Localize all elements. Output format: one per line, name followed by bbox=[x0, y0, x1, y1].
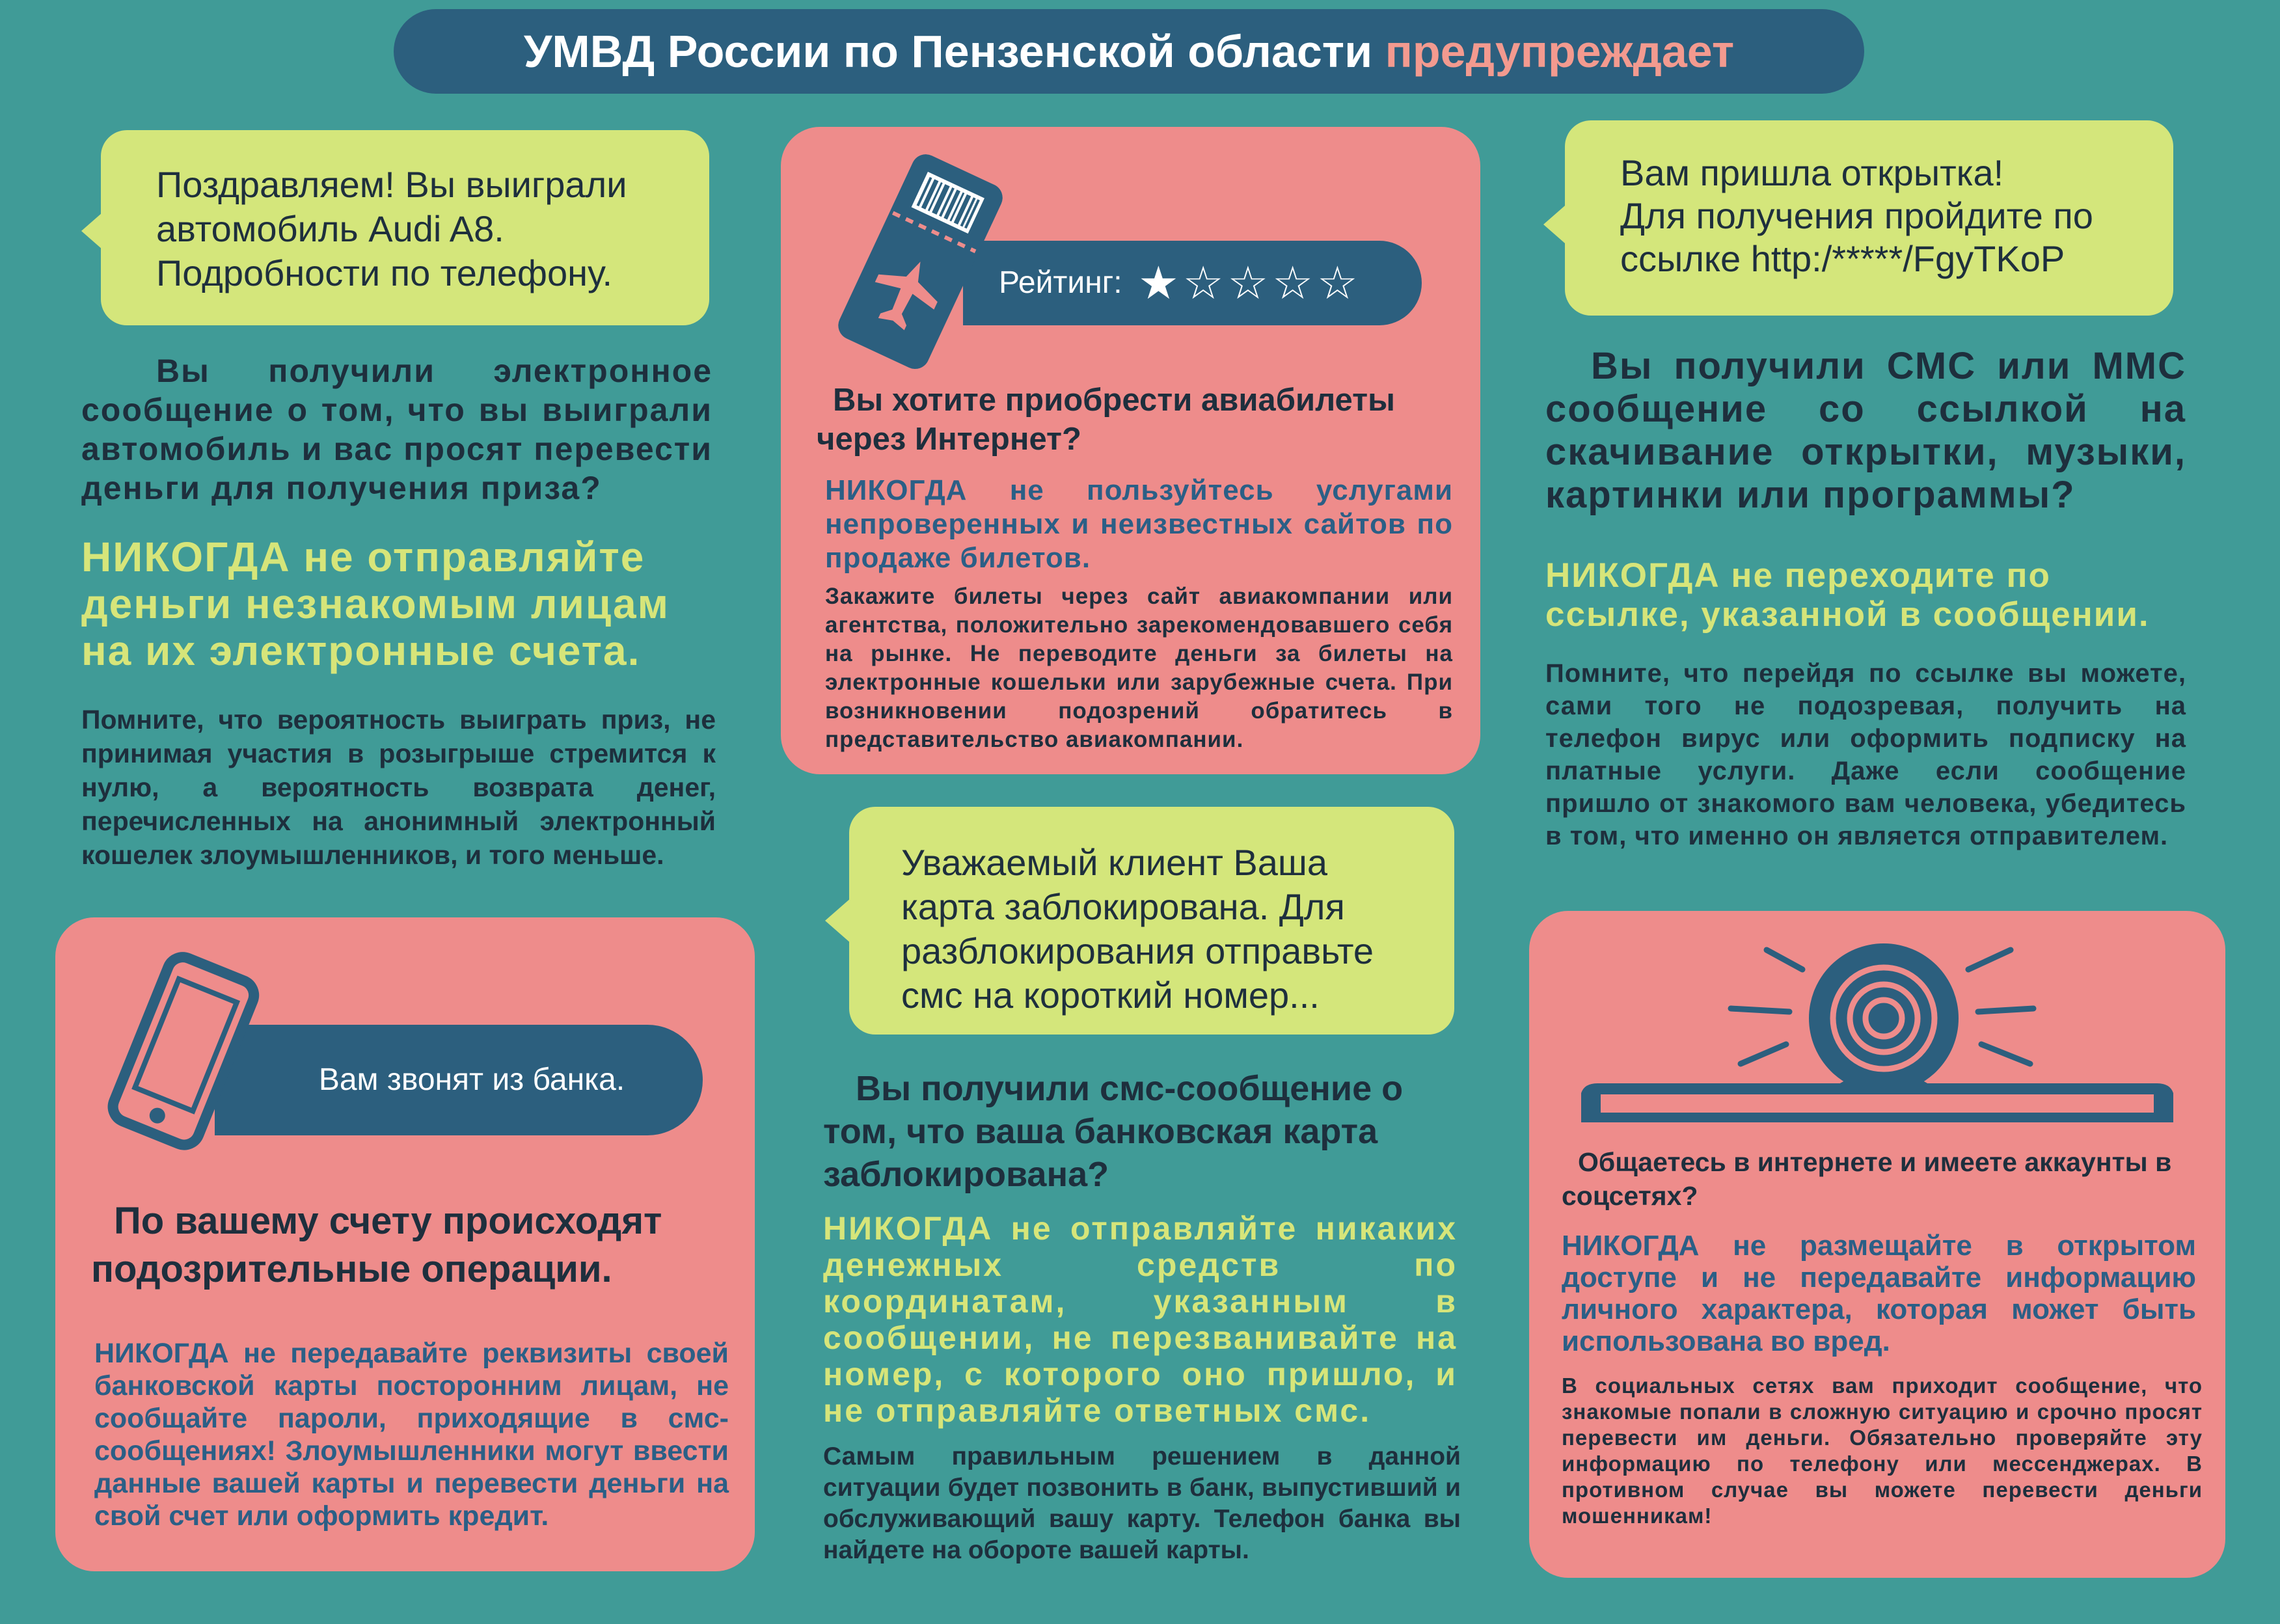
lottery-warning: НИКОГДА не отправляйте деньги незнакомым лицам на их электронные счета. bbox=[81, 534, 670, 674]
lottery-question: Вы получили электронное сообщение о том, что вы выиграли автомобиль и вас просят перевести деньги для получения приза? bbox=[81, 353, 712, 506]
tickets-question: Вы хотите приобрести авиабилеты через Интернет? bbox=[817, 383, 1396, 457]
bubble-line: Поздравляем! Вы выиграли bbox=[156, 164, 627, 205]
call-label: Вам звонят из банка. bbox=[318, 1062, 625, 1097]
card-blocked-note: Самым правильным решением в данной ситуации будет позвонить в банк, выпустивший и обслуживающий вашу карту. Телефон банка вы найдете на обороте вашей карты. bbox=[823, 1442, 1461, 1564]
header-bar bbox=[394, 9, 1864, 94]
bubble-line: Для получения пройдите по bbox=[1620, 195, 2093, 236]
bubble-line: карта заблокирована. Для bbox=[901, 886, 1345, 927]
tickets-note: Закажите билеты через сайт авиакомпании или агентства, положительно зарекомендовавшего себя на рынке. Не переводите деньги за билеты на электронные кошельки или зарубежные счета. При возникновении подозрений обратитесь в представительство авиакомпании. bbox=[825, 584, 1453, 752]
social-question: Общаетесь в интернете и имеете аккаунты в соцсетях? bbox=[1562, 1147, 2172, 1211]
bubble-tail bbox=[1543, 202, 1569, 247]
bubble-tail bbox=[825, 898, 851, 943]
social-warning: НИКОГДА не размещайте в открытом доступе и не передавайте информацию личного характера, которая может быть использована во вред. bbox=[1562, 1230, 2196, 1357]
lottery-message-bubble bbox=[101, 130, 709, 325]
postcard-note: Помните, что перейдя по ссылке вы можете, сами того не подозревая, получить на телефон вирус или оформить подписку на платные услуги. Даже если сообщение пришло от знакомого вам человека, убедитесь в том, что именно он является отправителем. bbox=[1545, 659, 2186, 850]
plane-ticket-icon bbox=[830, 150, 1005, 371]
bubble-tail bbox=[81, 208, 107, 254]
rating-stars: ★☆☆☆☆ bbox=[1138, 256, 1362, 310]
rating-bar bbox=[963, 241, 1422, 325]
card-blocked-question: Вы получили смс-сообщение о том, что ваша банковская карта заблокирована? bbox=[823, 1069, 1404, 1194]
lottery-note: Помните, что вероятность выиграть приз, не принимая участия в розыгрыше стремится к нулю, а вероятность возврата денег, перечисленных на анонимный электронный кошелек злоумышленников, и того меньше. bbox=[81, 705, 716, 870]
postcard-message-bubble bbox=[1565, 120, 2173, 316]
rating-label: Рейтинг: bbox=[999, 265, 1122, 300]
smartphone-icon bbox=[98, 950, 267, 1158]
bubble-line: смс на короткий номер... bbox=[901, 975, 1320, 1016]
header-title-accent: предупреждает bbox=[1385, 26, 1735, 77]
bank-call-question: По вашему счету происходят подозрительные операции. bbox=[91, 1200, 662, 1290]
card-blocked-message-bubble bbox=[849, 807, 1454, 1035]
call-label-bar bbox=[215, 1025, 703, 1135]
card-blocked-warning: НИКОГДА не отправляйте никаких денежных средств по координатам, указанным в сообщении, не перезванивайте на номер, с которого оно пришло, и не отправляйте ответных смс. bbox=[823, 1210, 1458, 1429]
bubble-line: автомобиль Audi A8. bbox=[156, 208, 504, 249]
bubble-line: Уважаемый клиент Ваша bbox=[901, 842, 1327, 883]
bank-call-warning: НИКОГДА не передавайте реквизиты своей банковской карты посторонним лицам, не сообщайте пароли, приходящие в смс-сообщениях! Злоумышленники могут ввести данные вашей карты и перевести деньги на свой счет или оформить кредит. bbox=[94, 1338, 729, 1532]
header-title: УМВД России по Пензенской области bbox=[523, 26, 1373, 77]
bubble-line: разблокирования отправьте bbox=[901, 930, 1374, 971]
social-note: В социальных сетях вам приходит сообщение, что знакомые попали в сложную ситуацию и срочно просят перевести им деньги. Обязательно проверяйте эту информацию по телефону или мессенджерах. В противном случае вы можете перевести деньги мошенникам! bbox=[1562, 1374, 2203, 1528]
postcard-question: Вы получили СМС или ММС сообщение со ссылкой на скачивание открытки, музыки, картинки или программы? bbox=[1545, 345, 2186, 516]
bubble-line: Вам пришла открытка! bbox=[1620, 152, 2004, 193]
bubble-line: ссылке http:/*****/FgyTKoP bbox=[1620, 238, 2065, 279]
postcard-warning: НИКОГДА не переходите по ссылке, указанной в сообщении. bbox=[1545, 556, 2150, 634]
bubble-line: Подробности по телефону. bbox=[156, 252, 613, 293]
tickets-warning: НИКОГДА не пользуйтесь услугами непроверенных и неизвестных сайтов по продаже билетов. bbox=[825, 474, 1453, 574]
webcam-icon bbox=[1575, 924, 2180, 1132]
